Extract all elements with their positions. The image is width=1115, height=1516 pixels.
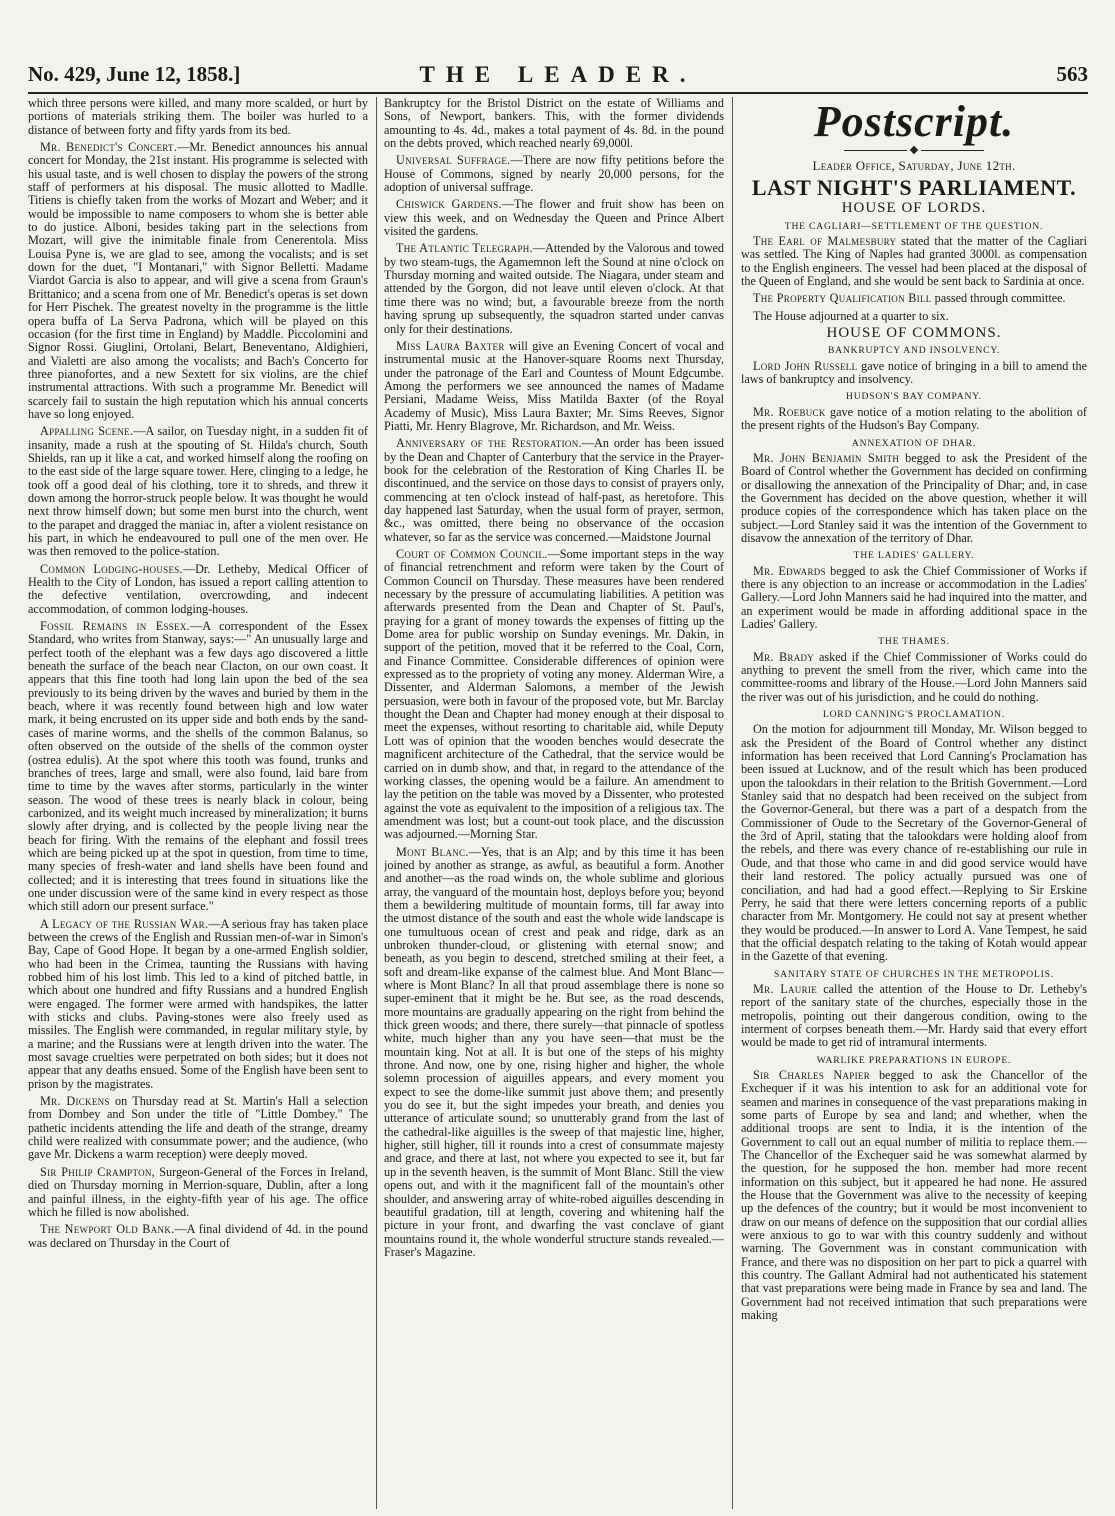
paragraph-head: Anniversary of the Restoration. <box>396 436 582 451</box>
paragraph-body: stated that the matter of the Cagliari was settled. The King of Naples had granted 3000l. as compensation to the English engineers. The vessel had been placed at the disposal of the Queen of England, and she would be sent back to Sardinia at once. <box>741 234 1087 289</box>
paragraph-body: Surgeon-General of the Forces in Ireland, died on Thursday morning in Merrion-square, Dublin, after a long and painful illness, in the eighty-fifth year of his age. The office which he filled is now abolished. <box>28 1164 368 1219</box>
house-of-lords-heading: HOUSE OF LORDS. <box>841 200 987 217</box>
paragraph-sanitary <box>741 983 1087 1050</box>
subhead-warlike: WARLIKE PREPARATIONS IN EUROPE. <box>816 1054 1012 1066</box>
paragraph-head: Mont Blanc. <box>396 844 469 859</box>
dateline: Leader Office, Saturday, June 12th. <box>812 158 1016 173</box>
paragraph-property-bill <box>741 292 1087 305</box>
paragraph-head: Miss Laura Baxter <box>396 338 505 353</box>
paragraph-body: —Attended by the Valorous and towed by two steam-tugs, the Agamemnon left the Sound at nine o'clock on Thursday morning and waited outside. The Niagara, under steam and attended by the Gorgon, did not leave until eleven o'clock. At that time there was no wind; but, a favourable breeze from the north having sprung up subsequently, the squadron started under canvas only for their destinations. <box>384 241 724 336</box>
paragraph-body: —Yes, that is an Alp; and by this time it has been joined by another as strange, as awful, as beautiful a form. Another and another—as the road winds on, the whole sublime and glorious array, the vanguard of the mountain host, deploys before you; beyond them a bewildering multitude of mountain forms, till far away into the utmost distance of the south and east the whole wide landscape is one tumultuous ocean of crest and peak and ridge, dark as an unbroken thunder-cloud, or glistening with eternal snow; and beneath, as you begin to descend, stretched smiling at their feet, a soft and dream-like expanse of the calmest blue. And Mont Blanc—where is Mont Blanc? In all that proud assemblage there is none so super-eminent that it might be he. But see, as the road descends, more mountains are gradually appearing on the right from behind the thick green woods; and there, there surely—that pinnacle of spotless white, much higher than any you have seen—that must be the mountain king. Not at all. It is but one of the steps of his mighty throne. And now, one by one, rising higher and higher, the whole solemn procession of aiguilles appears, and every moment you expect to see the dome-like summit just above them; and presently you do see it, but the sight impedes your breath, and denies you utterance of articulate sound; so unutterably grand from the last of the cathedral-like aiguilles is the sweep of that majestic line, higher, higher, still higher, till it rounds into a crest of consummate majesty and grace, and there at last, not where you expected to see it, but far up in the seventh heaven, is the summit of Mont Blanc. Still the view opens out, and with it the magnificent fall of the mountain's other shoulder, and answering array of white-robed aiguilles descending in beautiful gradation, till at length, covering and whitening half the picture in your front, and dwarfing the vast conclave of giant mountains round it, the whole wonderful structure stands revealed.—Fraser's Magazine. <box>384 844 724 1259</box>
masthead-rule <box>28 92 1088 94</box>
subhead-dhar: ANNEXATION OF DHAR. <box>851 437 977 449</box>
paragraph-body: —A serious fray has taken place between the crews of the English and Russian men-of-war in Simon's Bay, Cape of Good Hope. It began by a one-armed English soldier, who had been in the Crimea, taunting the Russians with having robbed him of his lost limb. This led to a kind of pitched battle, in which about one hundred and fifty Russians and a hundred English were engaged. The former were armed with handspikes, the latter with sticks and clubs. Paving-stones were also freely used as missiles. The English were commanded, in regular military style, by a marine; and the Russians were at length driven into the water. The most savage cruelties were perpetrated on both sides; but it does not appear that any deaths ensued. Some of the English have been sent to prison by the magistrates. <box>28 916 368 1091</box>
paragraph-body: —There are now fifty petitions before the House of Commons, signed by nearly 20,000 persons, for the adoption of universal suffrage. <box>384 153 724 195</box>
subhead-ladies-gallery: THE LADIES' GALLERY. <box>853 550 975 562</box>
page-number: 563 <box>1056 62 1088 86</box>
paragraph-head: The Property Qualification Bill <box>753 291 932 306</box>
paragraph-dhar <box>741 452 1087 545</box>
paragraph-fossil-remains <box>28 620 368 914</box>
paragraph-head: Mr. Laurie <box>753 981 818 996</box>
headline: LAST NIGHT'S PARLIAMENT. <box>751 175 1077 201</box>
subhead-bankruptcy: BANKRUPTCY AND INSOLVENCY. <box>827 345 1001 357</box>
column-1 <box>28 97 368 1509</box>
paragraph-head: Fossil Remains in Essex. <box>40 619 190 634</box>
paragraph-thames <box>741 651 1087 704</box>
subhead-thames: THE THAMES. <box>878 636 950 648</box>
issue-number: No. 429, June 12, 1858.] <box>28 62 241 86</box>
paragraph-body: asked if the Chief Commissioner of Works could do anything to prevent the smell from the river, which came into the committee-rooms and library of the House.—Lord John Manners said the river was out of his jurisdiction, and he could do nothing. <box>741 649 1087 704</box>
paragraph-head: Mr. Brady <box>753 649 815 664</box>
masthead <box>28 62 1088 92</box>
paragraph-body: begged to ask the President of the Board of Control whether the Government has decided on confirming or disallowing the annexation of the Principality of Dhar; and, in case the Government has decided on the above question, whether it will produce copies of the correspondence which has taken place on the subject.—Lord Stanley said it was the intention of the Government to disavow the annexation of the territory of Dhar. <box>741 450 1087 545</box>
paragraph-head: Mr. John Benjamin Smith <box>753 450 900 465</box>
paragraph-head: A Legacy of the Russian War. <box>40 916 209 931</box>
paragraph-body: —Dr. Letheby, Medical Officer of Health to the City of London, has issued a report calling attention to the defective ventilation, overcrowding, and indecent accommodation, of common lodging-houses. <box>28 561 368 616</box>
paragraph-head: Appalling Scene. <box>40 424 134 439</box>
newspaper-title: THE LEADER. <box>419 62 697 87</box>
paragraph-body: on Thursday read at St. Martin's Hall a selection from Dombey and Son under the title of "Little Dombey." The pathetic incidents attending the life and death of the strange, dreamy child were realized with consummate power; and the audience, (who gave Mr. Dickens a warm reception) were deeply moved. <box>28 1094 368 1162</box>
paragraph-laura-baxter <box>384 340 724 433</box>
ornament-divider <box>844 147 984 153</box>
house-of-commons-heading: HOUSE OF COMMONS. <box>826 325 1002 342</box>
paragraph-restoration <box>384 437 724 544</box>
paragraph-russell <box>741 360 1087 387</box>
paragraph-head: Sir Philip Crampton, <box>40 1164 156 1179</box>
column-divider-1 <box>376 97 377 1509</box>
paragraph-head: Court of Common Council. <box>396 547 548 561</box>
paragraph-roebuck <box>741 406 1087 433</box>
paragraph-head: Common Lodging-houses. <box>40 561 183 576</box>
paragraph-lodging-houses <box>28 563 368 616</box>
paragraph-russian-war <box>28 918 368 1091</box>
paragraph-head: Mr. Dickens <box>40 1094 110 1109</box>
paragraph-head: The Newport Old Bank. <box>40 1222 175 1237</box>
column-3 <box>741 97 1087 1509</box>
paragraph-benedict-concert <box>28 141 368 421</box>
subhead-cagliari: THE CAGLIARI—SETTLEMENT OF THE QUESTION. <box>784 220 1044 232</box>
paragraph-appalling-scene <box>28 425 368 558</box>
paragraph-body: —A final dividend of 4d. in the pound was declared on Thursday in the Court of <box>28 1222 368 1250</box>
paragraph-ladies-gallery <box>741 565 1087 632</box>
paragraph-body: will give an Evening Concert of vocal and instrumental music at the Hanover-square Rooms next Thursday, under the patronage of the Earl and Countess of Mount Edgcumbe. Among the performers we see announced the names of Madame Persiani, Madame Weiss, Miss Matilda Baxter (of the Royal Academy of Music), Miss Laura Baxter; Mr. Sims Reeves, Signor Piatti, Mr. Henry Blagrove, Mr. Richardson, and Mr. Weiss. <box>384 338 724 433</box>
paragraph-warlike <box>741 1069 1087 1323</box>
paragraph-body: gave notice of bringing in a bill to amend the laws of bankruptcy and insolvency. <box>741 358 1087 387</box>
paragraph-head: Mr. Edwards <box>753 563 826 578</box>
subhead-sanitary: SANITARY STATE OF CHURCHES IN THE METROPOLIS. <box>774 968 1054 980</box>
paragraph-head: The Atlantic Telegraph. <box>396 241 533 256</box>
paragraph-head: Chiswick Gardens. <box>396 197 502 212</box>
postscript-title: Postscript. <box>813 97 1015 146</box>
paragraph-dickens <box>28 1095 368 1162</box>
paragraph-head: Universal Suffrage. <box>396 153 511 168</box>
paragraph-boiler: which three persons were killed, and many more scalded, or hurt by portions of materials striking them. The boiler was hurled to a distance of between forty and fifty yards from its bed. <box>28 97 368 137</box>
paragraph-adjourned: The House adjourned at a quarter to six. <box>753 308 949 323</box>
paragraph-body: gave notice of a motion relating to the abolition of the present rights of the Hudson's Bay Company. <box>741 404 1087 433</box>
paragraph-common-council <box>384 548 724 842</box>
paragraph-atlantic-telegraph <box>384 242 724 335</box>
paragraph-body: —Mr. Benedict announces his annual concert for Monday, the 21st instant. His programme is selected with his usual taste, and is well chosen to display the powers of the strong staff of performers at his disposal. The music allotted to Madlle. Titiens is chiefly taken from the works of Mozart and Weber; and it would be impossible to name composers to whom she is better able to do justice. Alboni, besides taking part in the selections from Mozart, will give the inimitable finale from Cenerentola. Miss Louisa Pyne is, we are glad to see, among the vocalists; and is set down for the duet, "I Montanari," with Signor Belletti. Madame Viardot Garcia is also to appear, and will give a scena from Graun's Brittanico; and a scena from one of Mr. Benedict's operas is set down for Herr Pischek. The greatest novelty in the programme is the little opera buffa of La Serva Padrona, which will be played on this occasion (for the first time in England) by Maddle. Piccolomini and Signor Rossi. Giuglini, Ortolani, Belart, Beneventano, Aldighieri, and Vialetti are also among the vocalists; and Bach's Concerto for three pianofortes, and a new Sextett for six violins, are the chief instrumental attractions. With such a programme Mr. Benedict will scarcely fail to sustain the high reputation which his annual concerts have so long enjoyed. <box>28 140 368 421</box>
paragraph-body: called the attention of the House to Dr. Letheby's report of the sanitary state of the churches, especially those in the metropolis, pointing out their dangerous condition, owing to the interment of corpses beneath them.—Mr. Hardy said that every effort would be made to get rid of intramural interments. <box>741 981 1087 1050</box>
paragraph-body: —Some important steps in the way of financial retrenchment and reform were taken by the Court of Common Council on Thursday. These measures have been rendered necessary by the pressure of accumulating liabilities. A petition was afterwards presented from the Dean and Chapter of St. Paul's, praying for a grant of money towards the expenses of fitting up the Dome area for public worship on Sunday evenings. Mr. Dakin, in support of the petition, moved that it be referred to the Coal, Corn, and Finance Committee. Considerable differences of opinion were expressed as to the propriety of voting any money. Alderman Wire, a Dissenter, and Alderman Salomons, a member of the Jewish persuasion, were both in favour of the proposed vote, but Mr. Barclay thought the Dean and Chapter had money enough at their disposal to meet the expenses, without resorting to charitable aid, while Deputy Lott was of opinion that the wooden benches would desecrate the magnificent architecture of the Cathedral, that the service would be carried on in dumb show, and that, in regard to the attendance of the working classes, the opening would be a failure. An amendment to lay the petition on the table was moved by a Dissenter, who protested against the vote as equivalent to the imposition of a religious tax. The amendment was lost; but a count-out took place, and the discussion was adjourned.—Morning Star. <box>384 547 724 842</box>
column-2 <box>384 97 724 1509</box>
paragraph-body: begged to ask the Chief Commissioner of Works if there is any objection to an increase or accommodation in the Ladies' Gallery.—Lord John Manners said he had inquired into the matter, and an experiment would be made in affording additional space in the Ladies' Gallery. <box>741 563 1087 631</box>
paragraph-chiswick <box>384 198 724 238</box>
paragraph-body: begged to ask the Chancellor of the Exchequer if it was his intention to ask for an additional vote for seamen and marines in consequence of the vast preparations making in some parts of Europe by sea and land; and whether, when the additional troops are sent to India, it is the intention of the Government to call out an equal number of militia to replace them.—The Chancellor of the Exchequer said he was somewhat alarmed by the question, for he supposed the hon. member had more recent information on this subject, but it appeared he had none. He assured the House that the Government was alive to the necessity of keeping up the defences of the country; but it would be most inconvenient to draw on our means of defence on the supposition that our cordial allies were anxious to go to war with this country suddenly and without warning. The Government was in constant communication with France, and there was no disposition on her part to pick a quarrel with this country. The Gallant Admiral had not authenticated his statement that vast preparations were being made in France by sea and land. The Government had not received intimation that such preparations were making <box>741 1067 1087 1323</box>
paragraph-head: Mr. Roebuck <box>753 404 826 419</box>
paragraph-canning: On the motion for adjournment till Monday, Mr. Wilson begged to ask the President of the Board of Control whether any distinct information has been received that Lord Canning's Proclamation has been issued at Lucknow, and of the result which has been produced upon the talookdars in their relation to the British Government.—Lord Stanley said that no despatch had been received on the subject from the Governor-General, but there was a part of a despatch from the Commissioner of Oude to the Secretary of the Governor-General of the 3rd of April, stating that the talookdars were holding aloof from the rebels, and there was every chance of re-establishing our rule in Oude, and that those who came in and did good service would have their land restored. The policy actually pursued was one of conciliation, and had had a good effect.—Replying to Sir Erskine Perry, he said that there were letters concerning reports of a public character from Mr. Montgomery. He could not say at present whether they would be produced.—In answer to Lord A. Vane Tempest, he said that the official despatch relating to the taking of Kotah would appear in the Gazette of that evening. <box>741 722 1087 964</box>
paragraph-crampton <box>28 1166 368 1219</box>
paragraph-body: —An order has been issued by the Dean and Chapter of Canterbury that the service in the Prayer-book for the celebration of the Restoration of King Charles II. be discontinued, and the service on those days to consist of prayers only, commencing at ten o'clock instead of half-past, as heretofore. This day happened last Saturday, when the usual form of prayer, sermon, &c., was omitted, there being no observance of the occasion whatever, so far as the service was concerned.—Maidstone Journal <box>384 436 724 544</box>
paragraph-newport-bank <box>28 1223 368 1250</box>
paragraph-mont-blanc <box>384 846 724 1260</box>
paragraph-body: —The flower and fruit show has been on view this week, and on Wednesday the Queen and Prince Albert visited the gardens. <box>384 197 724 239</box>
paragraph-head: Sir Charles Napier <box>753 1067 871 1082</box>
column-divider-2 <box>732 97 733 1509</box>
diamond-icon <box>910 146 918 154</box>
paragraph-head: Mr. Benedict's Concert. <box>40 140 178 155</box>
subhead-hudsons-bay: HUDSON'S BAY COMPANY. <box>846 391 982 403</box>
paragraph-body: —A correspondent of the Essex Standard, who writes from Stanway, says:—" An unusually large and perfect tooth of the elephant was a few days ago discovered a little beneath the surface of the beach near Clacton, on our own coast. It appears that this fine tooth had long lain upon the bed of the sea previously to its being driven by the waves and buried by them in the beach, where it was recently found between high and low water mark, it being encrusted on its upper side and both ends by the sand-cases of marine worms, and the shells of the common Balanus, so often observed on the outside of the shells of the common oyster (ostrea edulis). At the spot where this tooth was found, trunks and branches of trees, large and small, were also found, laid bare from time to time by the waves after storms, particularly in the winter season. The wood of these trees is nearly black in colour, being carbonized, and its weight much increased by mineralization; it burns slowly after drying, and is collected by the people living near the beach for firing. With the remains of the elephant and fossil trees which are being picked up at the spot in question, from time to time, many species of fresh-water and land shells have been found and collected; and it is interesting that trees found in situations like the one under discussion were of the same kind in every respect as those which still adorn our present surface." <box>28 619 368 914</box>
paragraph-universal-suffrage <box>384 154 724 194</box>
subhead-canning: LORD CANNING'S PROCLAMATION. <box>822 709 1006 721</box>
paragraph-head: The Earl of Malmesbury <box>753 234 897 249</box>
paragraph-body: passed through committee. <box>931 291 1066 306</box>
paragraph-head: Lord John Russell <box>753 358 858 373</box>
paragraph-body: —A sailor, on Tuesday night, in a sudden fit of insanity, made a rush at the spouting of St. Hilda's church, South Shields, ran up it like a cat, and worked himself along the roofing on to the east side of the large square tower. Here, clinging to a ledge, he took off a good deal of his clothing, tore it to shreds, and threw it down among the horror-struck people below. It was thought he would next throw himself down; but some men burst into the church, went to the parapet and dragged the maniac in, after a violent resistance on his part, in which he endeavoured to pull one of the men over. He was then removed to the police-station. <box>28 424 368 559</box>
paragraph-cagliari <box>741 235 1087 288</box>
paragraph-bankruptcy: Bankruptcy for the Bristol District on the estate of Williams and Sons, of Newport, bankers. This, with the former dividends amounting to 4s. 4d., makes a total payment of 4s. 8d. in the pound on the debts proved, which reached nearly 69,000l. <box>384 97 724 151</box>
